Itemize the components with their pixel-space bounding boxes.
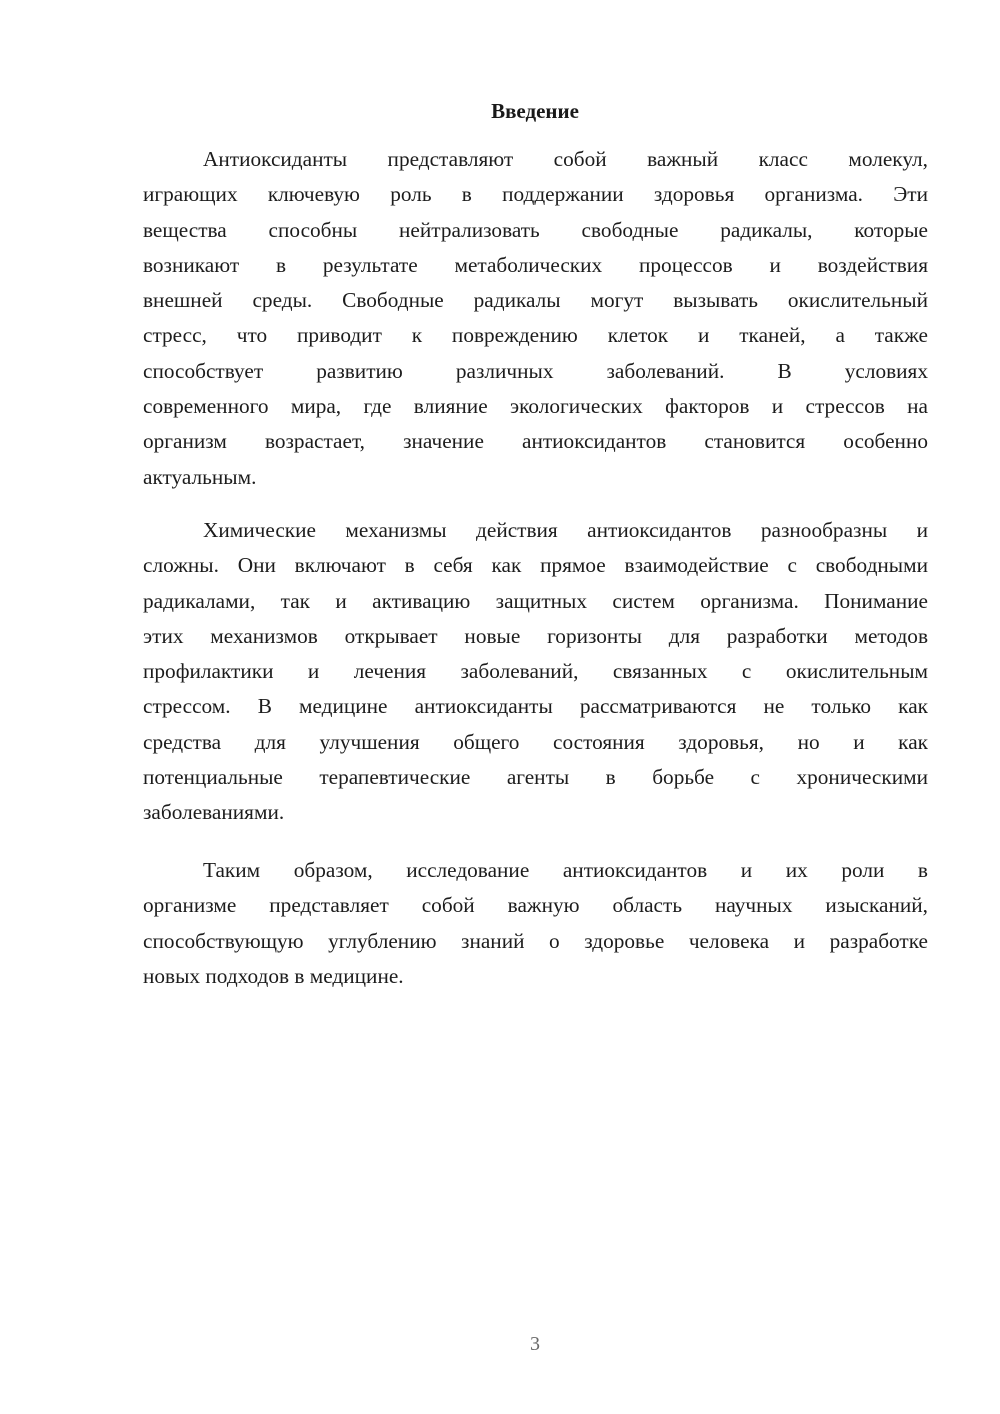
- text-line: организм возрастает, значение антиоксидантов становится особенно: [143, 429, 928, 454]
- text-line: сложны. Они включают в себя как прямое взаимодействие с свободными: [143, 553, 928, 578]
- text-line: организме представляет собой важную область научных изысканий,: [143, 893, 928, 918]
- text-line: стрессом. В медицине антиоксиданты рассматриваются не только как: [143, 694, 928, 719]
- text-line: радикалами, так и активацию защитных систем организма. Понимание: [143, 588, 928, 613]
- text-line: Антиоксиданты представляют собой важный класс молекул,: [203, 147, 928, 171]
- paragraph-2: [143, 513, 928, 831]
- text-line: новых подходов в медицине.: [143, 963, 404, 988]
- text-line: потенциальные терапевтические агенты в борьбе с хроническими: [143, 765, 928, 790]
- text-line: возникают в результате метаболических процессов и воздействия: [143, 252, 928, 277]
- text-line: средства для улучшения общего состояния здоровья, но и как: [143, 729, 928, 754]
- text-line: способствующую углублению знаний о здоровье человека и разработке: [143, 928, 928, 953]
- text-line: этих механизмов открывает новые горизонты для разработки методов: [143, 623, 928, 648]
- section-heading: Введение: [491, 99, 579, 123]
- text-line: вещества способны нейтрализовать свободные радикалы, которые: [143, 217, 928, 242]
- page-number: 3: [530, 1333, 540, 1355]
- text-line: играющих ключевую роль в поддержании здоровья организма. Эти: [143, 182, 928, 207]
- text-line: способствует развитию различных заболеваний. В условиях: [143, 358, 928, 383]
- text-line: внешней среды. Свободные радикалы могут вызывать окислительный: [143, 288, 928, 313]
- paragraph-1: [143, 142, 928, 495]
- paragraph-3: [143, 853, 928, 994]
- text-line: Таким образом, исследование антиоксидантов и их роли в: [203, 858, 928, 882]
- text-line: актуальным.: [143, 464, 257, 489]
- text-line: профилактики и лечения заболеваний, связанных с окислительным: [143, 659, 928, 684]
- text-line: заболеваниями.: [143, 800, 285, 825]
- text-line: стресс, что приводит к повреждению клеток и тканей, а также: [143, 323, 928, 348]
- text-line: современного мира, где влияние экологических факторов и стрессов на: [143, 394, 928, 419]
- text-line: Химические механизмы действия антиоксидантов разнообразны и: [203, 518, 928, 542]
